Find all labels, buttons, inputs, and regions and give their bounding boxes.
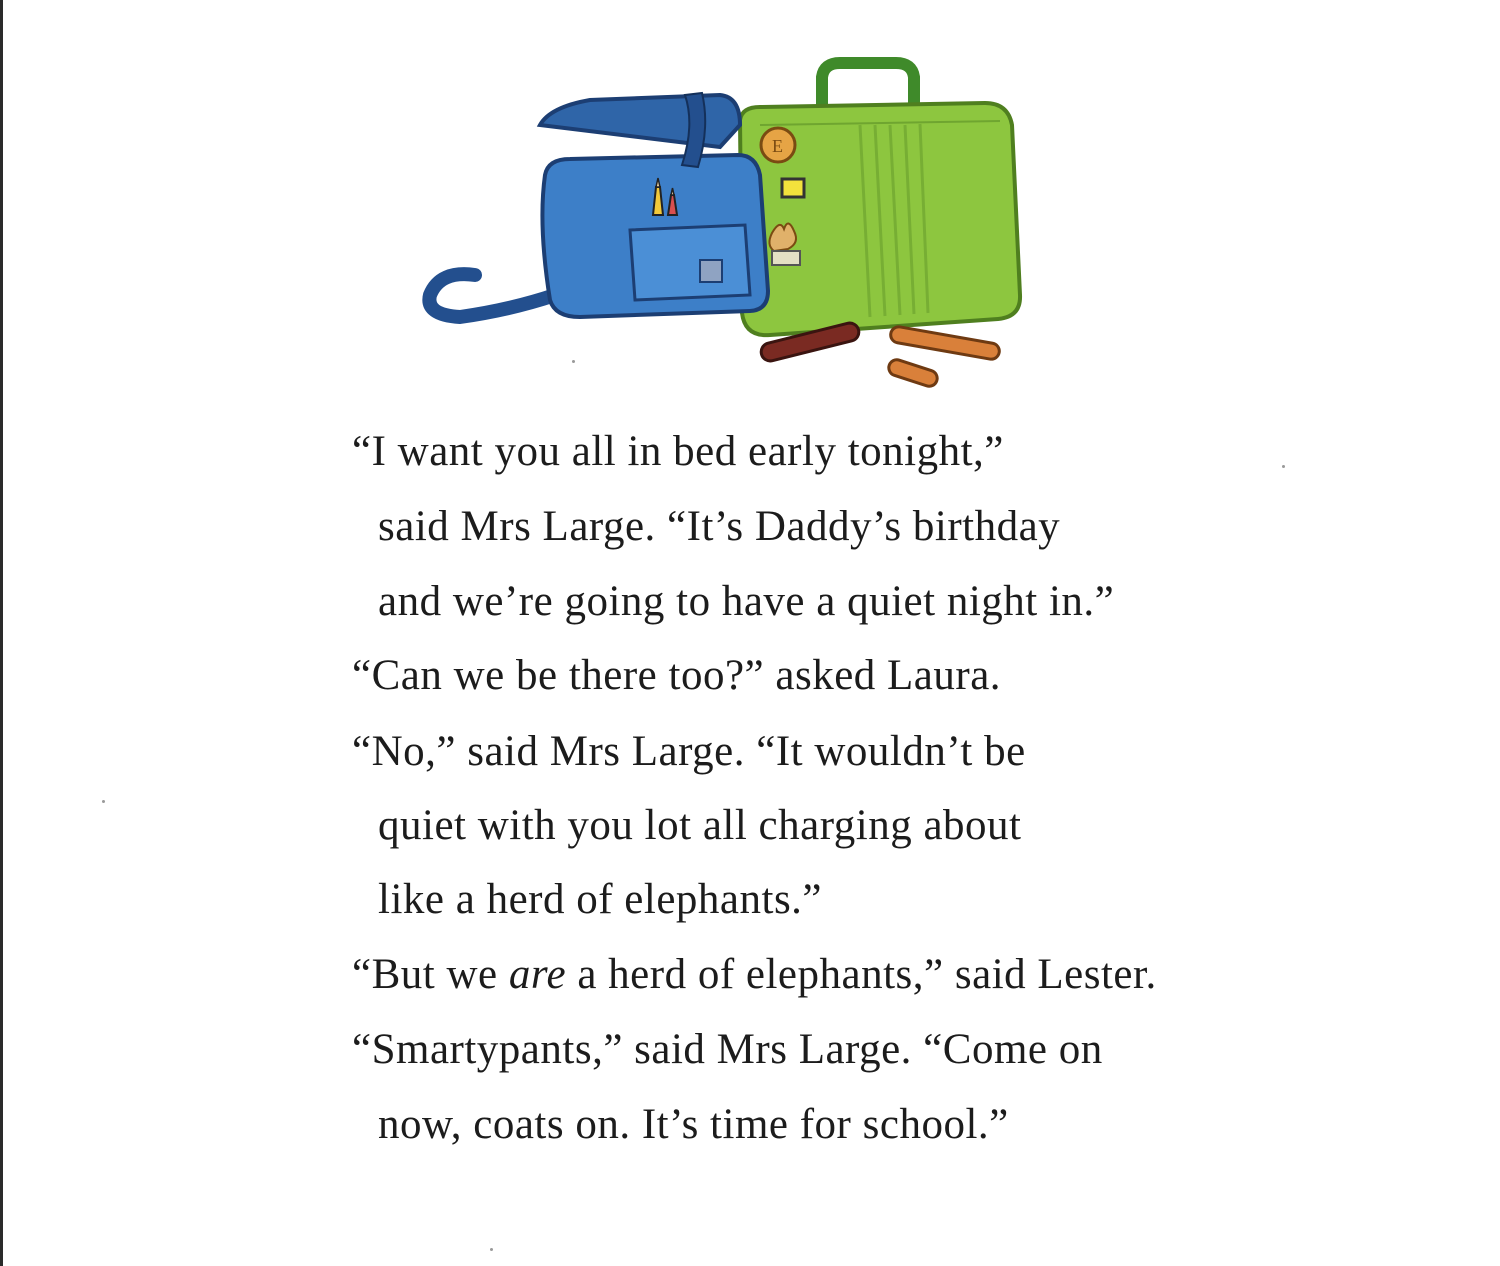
story-line-8-end: a herd of elephants,” said Lester. <box>566 951 1157 998</box>
speck <box>1282 465 1285 468</box>
story-line-4: “Can we be there too?” asked Laura. <box>352 652 1002 699</box>
suitcase-icon <box>740 63 1020 335</box>
story-line-1: “I want you all in bed early tonight,” <box>352 428 1004 475</box>
story-line-6: quiet with you lot all charging about <box>378 802 1022 849</box>
story-line-9: “Smartypants,” said Mrs Large. “Come on <box>352 1026 1103 1073</box>
svg-text:E: E <box>772 136 783 156</box>
story-line-8 <box>352 953 1157 996</box>
bags-illustration <box>420 55 1030 400</box>
story-line-3: and we’re going to have a quiet night in.” <box>378 578 1115 625</box>
speck <box>490 1248 493 1251</box>
speck <box>572 360 575 363</box>
story-line-8-emphasis: are <box>508 951 567 998</box>
story-line-7: like a herd of elephants.” <box>378 876 823 923</box>
story-line-2: said Mrs Large. “It’s Daddy’s birthday <box>378 503 1061 550</box>
speck <box>102 800 105 803</box>
story-line-8-start: “But we <box>352 951 509 998</box>
page-edge <box>0 0 3 1266</box>
story-line-10: now, coats on. It’s time for school.” <box>378 1101 1009 1148</box>
school-bag-icon <box>429 93 768 317</box>
story-line-5: “No,” said Mrs Large. “It wouldn’t be <box>352 728 1026 775</box>
